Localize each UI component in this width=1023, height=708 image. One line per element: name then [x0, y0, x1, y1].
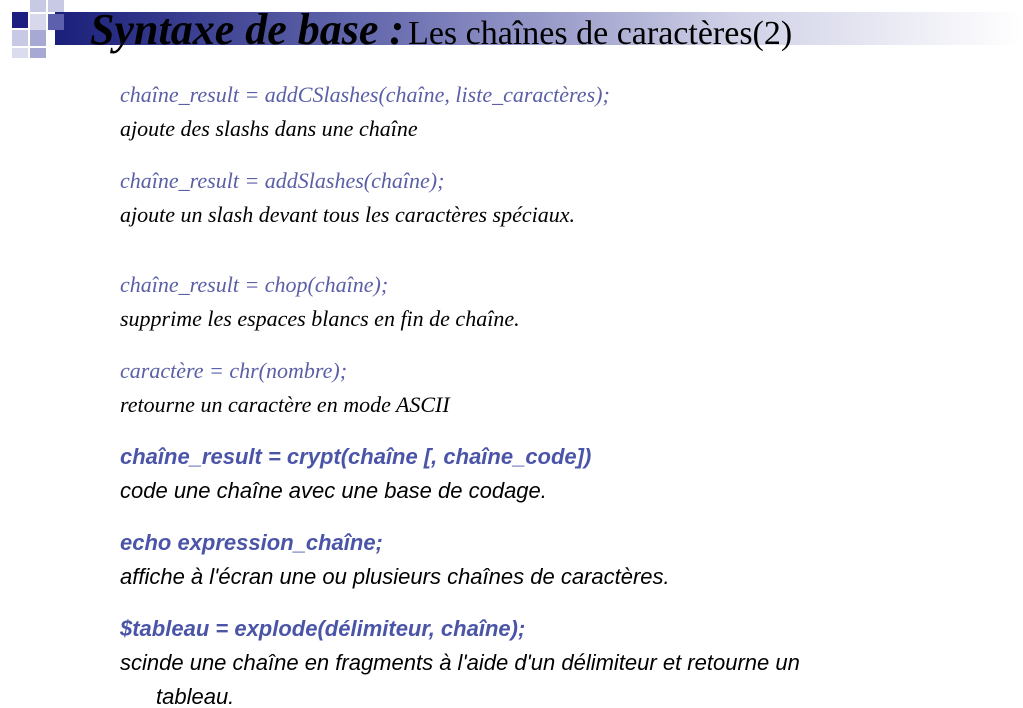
function-item — [120, 164, 1000, 232]
function-item — [120, 268, 1000, 336]
deco-square — [30, 0, 46, 12]
function-item — [120, 440, 1000, 508]
deco-square — [30, 48, 46, 58]
function-item — [120, 78, 1000, 146]
function-description: affiche à l'écran une ou plusieurs chaînes de caractères. — [120, 564, 670, 589]
function-signature: $tableau = explode(délimiteur, chaîne); — [120, 616, 526, 641]
description-line: scinde une chaîne en fragments à l'aide d'un délimiteur et retourne un — [120, 650, 800, 675]
deco-square — [12, 48, 28, 58]
function-description: ajoute des slashs dans une chaîne — [120, 116, 418, 141]
function-signature: chaîne_result = addCSlashes(chaîne, liste_caractères); — [120, 82, 610, 107]
slide-title — [90, 4, 792, 55]
deco-square — [12, 12, 28, 28]
function-signature: chaîne_result = crypt(chaîne [, chaîne_code]) — [120, 444, 592, 469]
deco-square — [30, 30, 46, 46]
content — [120, 78, 1000, 708]
function-description — [120, 646, 1000, 708]
function-description: code une chaîne avec une base de codage. — [120, 478, 547, 503]
function-description: retourne un caractère en mode ASCII — [120, 392, 450, 417]
function-signature: echo expression_chaîne; — [120, 530, 383, 555]
function-signature: chaîne_result = addSlashes(chaîne); — [120, 168, 445, 193]
function-item — [120, 526, 1000, 594]
title-light: Les chaînes de caractères(2) — [408, 15, 793, 52]
deco-square — [48, 14, 64, 30]
function-item — [120, 354, 1000, 422]
deco-square — [30, 14, 46, 30]
function-signature: chaîne_result = chop(chaîne); — [120, 272, 389, 297]
function-description: supprime les espaces blancs en fin de chaîne. — [120, 306, 520, 331]
function-description: ajoute un slash devant tous les caractères spéciaux. — [120, 202, 575, 227]
deco-square — [12, 30, 28, 46]
title-bold: Syntaxe de base : — [90, 5, 405, 54]
deco-square — [48, 0, 64, 12]
description-continuation: tableau. — [156, 684, 235, 708]
function-item — [120, 612, 1000, 708]
function-signature: caractère = chr(nombre); — [120, 358, 348, 383]
